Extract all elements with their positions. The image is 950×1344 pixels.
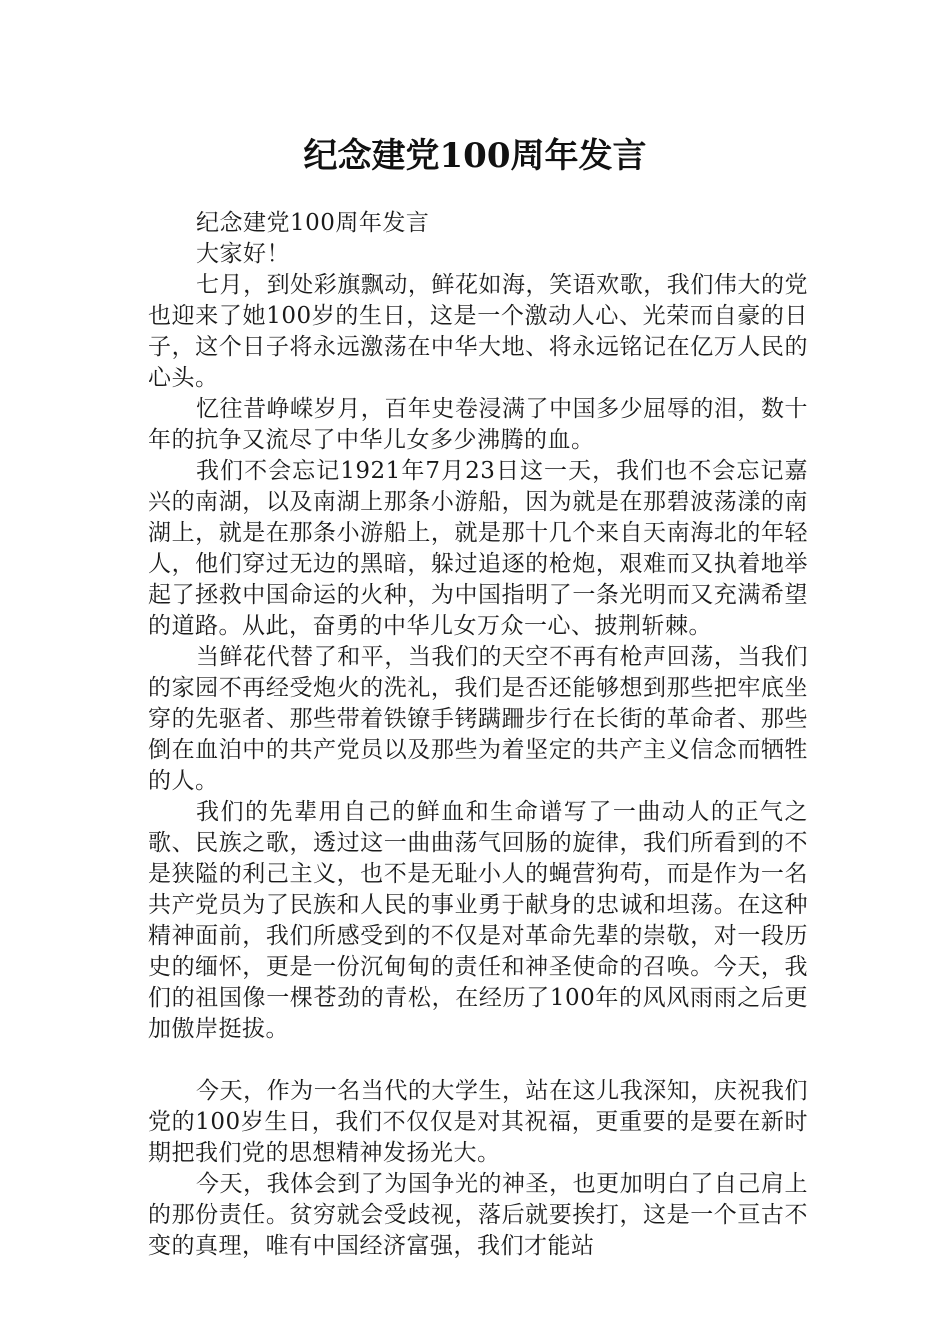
document-body (148, 208, 808, 1262)
blank-line (148, 1045, 808, 1076)
paragraph-student: 今天，作为一名当代的大学生，站在这儿我深知，庆祝我们党的100岁生日，我们不仅仅是对其祝福，更重要的是要在新时期把我们党的思想精神发扬光大。 (148, 1078, 808, 1166)
paragraph-peace: 当鲜花代替了和平，当我们的天空不再有枪声回荡，当我们的家园不再经受炮火的洗礼，我们是否还能够想到那些把牢底坐穿的先驱者、那些带着铁镣手铐蹒跚步行在长街的革命者、那些倒在血泊中的共产党员以及那些为着坚定的共产主义信念而牺牲的人。 (148, 644, 808, 794)
paragraph-july: 七月，到处彩旗飘动，鲜花如海，笑语欢歌，我们伟大的党也迎来了她100岁的生日，这是一个激动人心、光荣而自豪的日子，这个日子将永远激荡在中华大地、将永远铭记在亿万人民的心头。 (148, 272, 808, 391)
document-title: 纪念建党100周年发言 (303, 136, 647, 176)
paragraph-heading-repeat: 纪念建党100周年发言 (196, 210, 430, 236)
paragraph-greeting: 大家好！ (196, 241, 290, 267)
paragraph-predecessors: 我们的先辈用自己的鲜血和生命谱写了一曲动人的正气之歌、民族之歌，透过这一曲曲荡气回肠的旋律，我们所看到的不是狭隘的利己主义，也不是无耻小人的蝇营狗苟，而是作为一名共产党员为了民族和人民的事业勇于献身的忠诚和坦荡。在这种精神面前，我们所感受到的不仅是对革命先辈的崇敬，对一段历史的缅怀，更是一份沉甸甸的责任和神圣使命的召唤。今天，我们的祖国像一棵苍劲的青松，在经历了100年的风风雨雨之后更加傲岸挺拔。 (148, 799, 808, 1042)
paragraph-responsibility: 今天，我体会到了为国争光的神圣，也更加明白了自己肩上的那份责任。贫穷就会受歧视，落后就要挨打，这是一个亘古不变的真理，唯有中国经济富强，我们才能站 (148, 1171, 808, 1259)
paragraph-recall-history: 忆往昔峥嵘岁月，百年史卷浸满了中国多少屈辱的泪，数十年的抗争又流尽了中华儿女多少沸腾的血。 (148, 396, 808, 453)
paragraph-1921: 我们不会忘记1921年7月23日这一天，我们也不会忘记嘉兴的南湖，以及南湖上那条小游船，因为就是在那碧波荡漾的南湖上，就是在那条小游船上，就是那十几个来自天南海北的年轻人，他们穿过无边的黑暗，躲过追逐的枪炮，艰难而又执着地举起了拯救中国命运的火种，为中国指明了一条光明而又充满希望的道路。从此，奋勇的中华儿女万众一心、披荆斩棘。 (148, 458, 808, 639)
